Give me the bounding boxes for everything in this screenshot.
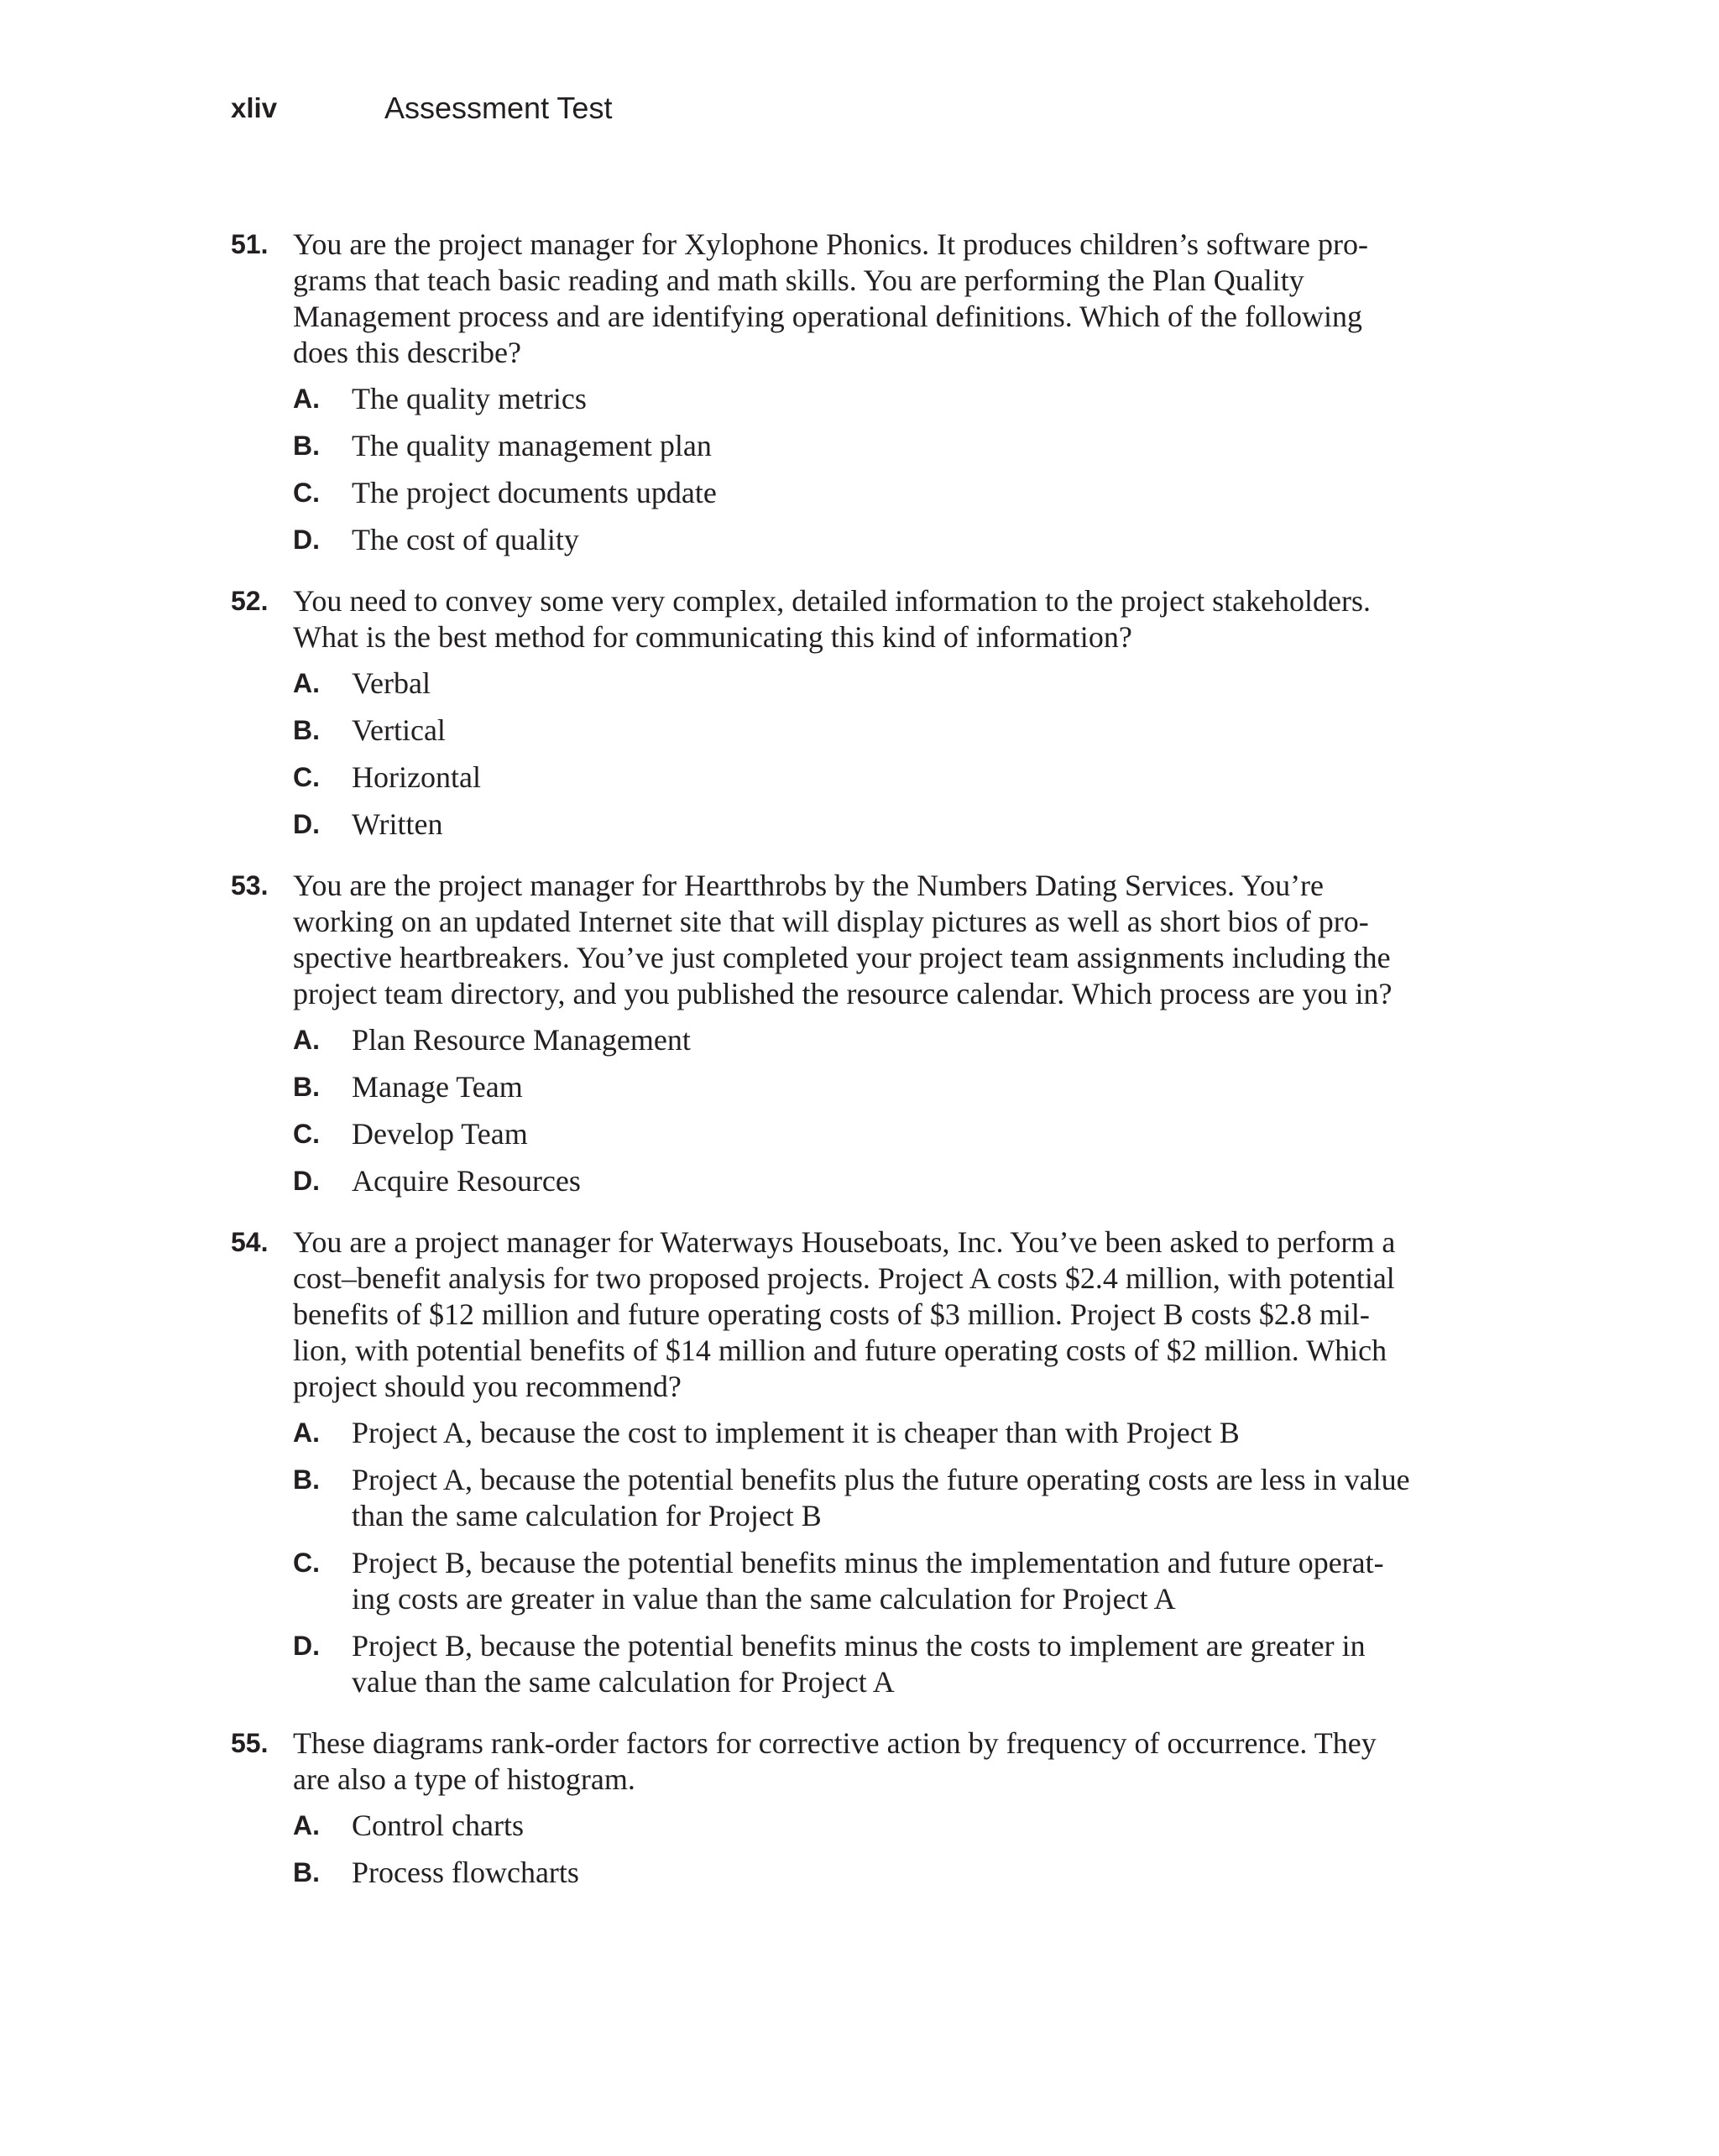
question-number: 53. <box>231 870 269 901</box>
answer-option <box>293 1116 1481 1152</box>
option-text: Project A, because the cost to implement it is cheaper than with Project B <box>352 1416 1240 1449</box>
answer-option <box>293 1163 1481 1199</box>
question-item <box>231 1725 1481 1891</box>
option-text: Control charts <box>352 1809 524 1842</box>
option-letter: D. <box>293 1631 320 1661</box>
option-letter: A. <box>293 384 320 414</box>
answer-option <box>293 381 1481 417</box>
option-text: Manage Team <box>352 1070 523 1104</box>
question-text: You are a project manager for Waterways Houseboats, Inc. You’ve been asked to perform a cost–benefit analysis for two proposed projects. Project A costs $2.4 million, with potential benefits of $12 million and future operating costs of $3 million. Project B costs $2.8 mil- lion, with potential benefits of $14 million and future operating costs of $2 million. Which project should you recommend? <box>293 1225 1396 1403</box>
option-letter: C. <box>293 1119 320 1149</box>
question-number: 52. <box>231 586 269 616</box>
answer-option <box>293 807 1481 843</box>
page-number: xliv <box>231 92 278 123</box>
option-letter: D. <box>293 809 320 839</box>
option-letter: A. <box>293 1810 320 1840</box>
running-head: Assessment Test <box>384 91 613 125</box>
option-text: Acquire Resources <box>352 1164 581 1198</box>
question-item <box>231 1224 1481 1700</box>
answer-option <box>293 1462 1481 1534</box>
answer-option <box>293 1855 1481 1891</box>
question-number: 55. <box>231 1728 269 1758</box>
answer-option <box>293 760 1481 796</box>
answer-options <box>293 1808 1481 1891</box>
answer-options <box>293 1022 1481 1199</box>
option-text: Project A, because the potential benefits plus the future operating costs are less in value than the same calculation for Project B <box>352 1463 1410 1532</box>
option-letter: D. <box>293 525 320 555</box>
question-item <box>231 868 1481 1199</box>
question-text: You are the project manager for Xylophone Phonics. It produces children’s software pro- grams that teach basic reading and math skills. You are performing the Plan Quality Management process and are identifying operational definitions. Which of the following does this describe? <box>293 227 1368 369</box>
answer-option <box>293 428 1481 464</box>
question-text: You need to convey some very complex, detailed information to the project stakeholders. What is the best method for communicating this kind of information? <box>293 584 1372 654</box>
answer-option <box>293 1808 1481 1844</box>
option-letter: B. <box>293 715 320 745</box>
option-text: Written <box>352 807 443 841</box>
option-text: The quality management plan <box>352 429 712 462</box>
answer-option <box>293 666 1481 702</box>
question-text: These diagrams rank-order factors for corrective action by frequency of occurrence. They are also a type of histogram. <box>293 1726 1377 1796</box>
answer-options <box>293 666 1481 843</box>
option-text: Horizontal <box>352 760 481 794</box>
answer-option <box>293 1628 1481 1700</box>
answer-option <box>293 1022 1481 1058</box>
answer-option <box>293 1415 1481 1451</box>
option-text: Project B, because the potential benefits minus the implementation and future operat- ing costs are greater in value than the same calculation for Project A <box>352 1546 1384 1616</box>
option-text: Verbal <box>352 666 431 700</box>
question-item <box>231 227 1481 558</box>
answer-options <box>293 1415 1481 1700</box>
answer-option <box>293 1545 1481 1617</box>
option-letter: A. <box>293 1025 320 1055</box>
option-letter: C. <box>293 478 320 508</box>
page-header <box>231 87 1551 138</box>
option-text: Process flowcharts <box>352 1856 579 1889</box>
answer-options <box>293 381 1481 558</box>
option-letter: A. <box>293 668 320 698</box>
answer-option <box>293 475 1481 511</box>
question-item <box>231 583 1481 843</box>
option-letter: B. <box>293 1857 320 1887</box>
answer-option <box>293 1069 1481 1105</box>
option-text: Develop Team <box>352 1117 528 1151</box>
option-letter: C. <box>293 762 320 792</box>
option-letter: B. <box>293 1464 320 1495</box>
option-text: Plan Resource Management <box>352 1023 691 1057</box>
answer-option <box>293 522 1481 558</box>
answer-option <box>293 713 1481 749</box>
option-letter: D. <box>293 1166 320 1196</box>
question-list <box>231 227 1481 1916</box>
option-text: The cost of quality <box>352 523 579 556</box>
option-letter: C. <box>293 1548 320 1578</box>
option-letter: B. <box>293 1072 320 1102</box>
option-text: The quality metrics <box>352 382 587 415</box>
question-number: 54. <box>231 1227 269 1257</box>
option-text: The project documents update <box>352 476 717 509</box>
option-letter: B. <box>293 431 320 461</box>
option-letter: A. <box>293 1417 320 1448</box>
option-text: Project B, because the potential benefits minus the costs to implement are greater in value than the same calculation for Project A <box>352 1629 1366 1699</box>
option-text: Vertical <box>352 713 446 747</box>
question-number: 51. <box>231 229 269 259</box>
question-text: You are the project manager for Heartthrobs by the Numbers Dating Services. You’re working on an updated Internet site that will display pictures as well as short bios of pro- spective heartbreakers. You’ve just completed your project team assignments including the project team directory, and you published the resource calendar. Which process are you in? <box>293 869 1392 1010</box>
